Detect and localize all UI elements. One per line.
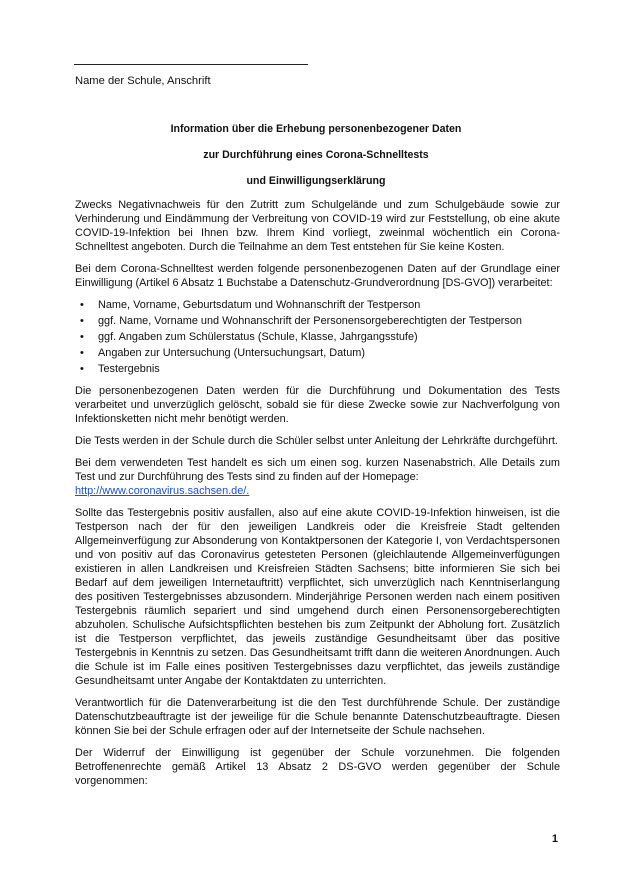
document-body — [75, 198, 560, 796]
title-line-2: zur Durchführung eines Corona-Schnelltests — [203, 149, 429, 161]
paragraph-deletion: Die personenbezogenen Daten werden für die Durchführung und Dokumentation des Tests verarbeitet und unverzüglich gelöscht, sobald sie für diese Zwecke sowie zur Nachverfolgung von Infektionsketten nicht mehr benötigt werden. — [75, 385, 560, 425]
school-address-label: Name der Schule, Anschrift — [75, 75, 211, 87]
list-item: • Name, Vorname, Geburtsdatum und Wohnanschrift der Testperson — [75, 298, 560, 312]
paragraph-withdrawal: Der Widerruf der Einwilligung ist gegenüber der Schule vorzunehmen. Die folgenden Betroffenenrechte gemäß Artikel 13 Absatz 2 DS-GVO werden gegenüber der Schule vorgenommen: — [75, 747, 560, 787]
page-number: 1 — [551, 833, 558, 845]
test-details-text: Bei dem verwendeten Test handelt es sich um einen sog. kurzen Nasenabstrich. Alle Details zum Test und zur Durchführung des Tests sind zu finden auf der Homepage: — [75, 457, 560, 483]
paragraph-positive-result: Sollte das Testergebnis positiv ausfallen, also auf eine akute COVID-19-Infektion hinweisen, ist die Testperson nach der für den jeweiligen Landkreis oder die Kreisfreie Stadt geltenden Allgemeinverfügung zur Absonderung von Kontaktpersonen der Kategorie I, von Verdachtspersonen und von positiv auf das Coronavirus getesteten Personen (gleichlautende Allgemeinverfügungen existieren in allen Landkreisen und Kreisfreien Städten Sachsens; bitte informieren Sie sich bei Bedarf auf dem jeweiligen Internetauftritt) verpflichtet, sich unverzüglich nach Kenntniserlangung des positiven Testergebnisses abzusondern. Minderjährige Personen werden nach einem positiven Testergebnis räumlich separiert und sind umgehend durch einen Personensorgeberechtigten abzuholen. Schulische Aufsichtspflichten bestehen bis zum Zeitpunkt der Abholung fort. Zusätzlich ist die Testperson verpflichtet, das jeweils zuständige Gesundheitsamt über das positive Testergebnis in Kenntnis zu setzen. Das Gesundheitsamt trifft dann die weiteren Anordnungen. Auch die Schule ist im Falle eines positiven Testergebnisses dazu verpflichtet, das jeweils zuständige Gesundheitsamt unter Angabe der Kontaktdaten zu unterrichten. — [75, 507, 560, 687]
paragraph-test-details — [75, 456, 560, 498]
homepage-link[interactable]: http://www.coronavirus.sachsen.de/. — [75, 485, 250, 497]
document-title-block — [74, 122, 558, 200]
paragraph-execution: Die Tests werden in der Schule durch die Schüler selbst unter Anleitung der Lehrkräfte durchgeführt. — [75, 435, 558, 447]
list-item: • ggf. Angaben zum Schülerstatus (Schule, Klasse, Jahrgangsstufe) — [75, 330, 560, 344]
title-line-3: und Einwilligungserklärung — [246, 175, 386, 187]
paragraph-purpose: Zwecks Negativnachweis für den Zutritt zum Schulgelände und zum Schulgebäude sowie zur Verhinderung und Eindämmung der Verbreitung von COVID-19 wird zur Feststellung, ob eine akute COVID-19-Infektion bei Ihnen bzw. Ihrem Kind vorliegt, zweinmal wöchentlich ein Corona-Schnelltest angeboten. Durch die Teilnahme an dem Test entstehen für Sie keine Kosten. — [75, 199, 560, 253]
list-item: • Testergebnis — [75, 362, 560, 376]
title-line-1: Information über die Erhebung personenbezogener Daten — [170, 123, 462, 135]
paragraph-responsibility: Verantwortlich für die Datenverarbeitung ist die den Test durchführende Schule. Der zuständige Datenschutzbeauftragte ist der jeweilige für die Schule benannte Datenschutzbeauftragte. Diesen können Sie bei der Schule erfragen oder auf der Internetseite der Schule nachsehen. — [75, 697, 560, 737]
signature-line — [74, 64, 308, 65]
paragraph-data-basis: Bei dem Corona-Schnelltest werden folgende personenbezogenen Daten auf der Grundlage einer Einwilligung (Artikel 6 Absatz 1 Buchstabe a Datenschutz-Grundverordnung [DS-GVO]) verarbeitet: — [75, 263, 560, 289]
list-item: • Angaben zur Untersuchung (Untersuchungsart, Datum) — [75, 346, 560, 360]
list-item: • ggf. Name, Vorname und Wohnanschrift der Personensorgeberechtigten der Testperson — [75, 314, 560, 328]
data-list — [75, 298, 560, 376]
